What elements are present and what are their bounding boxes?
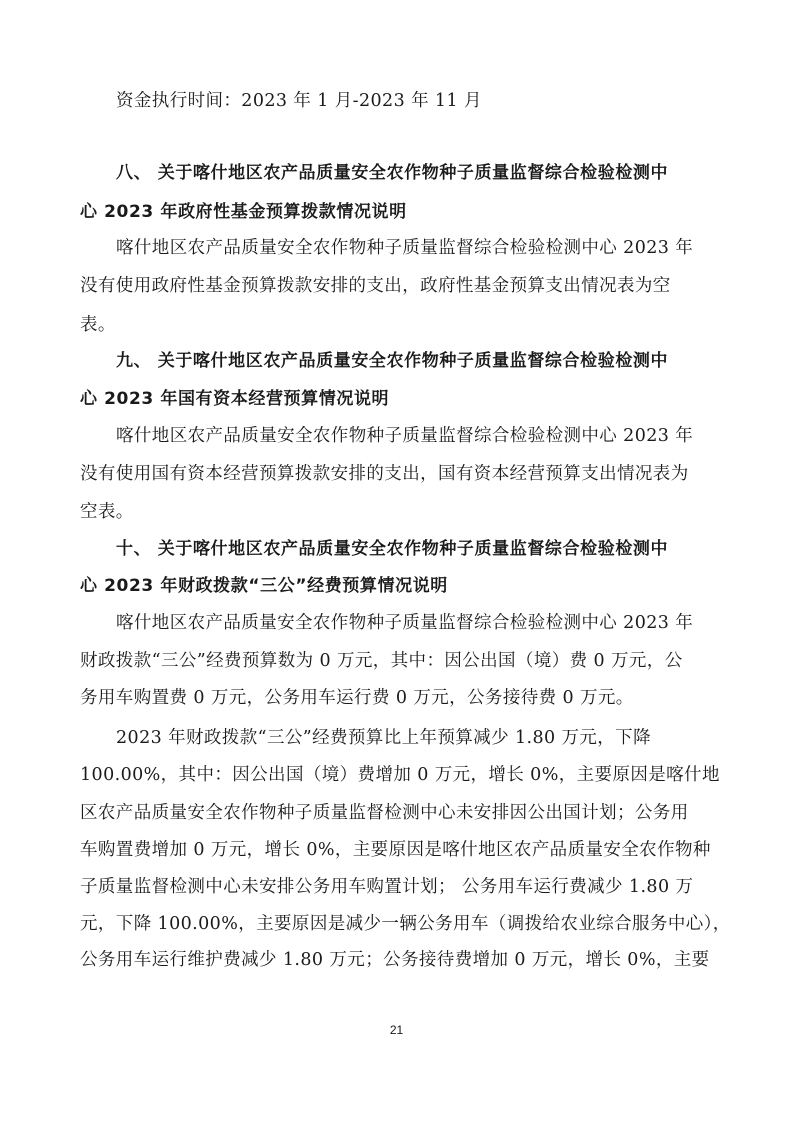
section-9-paragraph-line: 喀什地区农产品质量安全农作物种子质量监督综合检验检测中心 2023 年 [116, 426, 694, 446]
section-10-paragraph-1-line: 务用车购置费 0 万元，公务用车运行费 0 万元，公务接待费 0 万元。 [80, 688, 634, 708]
section-10-heading-line-1: 十、 关于喀什地区农产品质量安全农作物种子质量监督综合检验检测中 [116, 539, 669, 559]
section-10-paragraph-2-line: 元，下降 100.00%，主要原因是减少一辆公务用车（调拨给农业综合服务中心）， [80, 914, 731, 934]
section-8-paragraph-line: 表。 [80, 315, 116, 335]
section-10-paragraph-2-line: 子质量监督检测中心未安排公务用车购置计划； 公务用车运行费减少 1.80 万 [80, 877, 694, 897]
section-10-paragraph-1-line: 财政拨款“三公”经费预算数为 0 万元，其中：因公出国（境）费 0 万元，公 [80, 651, 683, 671]
section-10-paragraph-2-line: 区农产品质量安全农作物种子质量监督检测中心未安排因公出国计划；公务用 [80, 803, 689, 823]
section-10-heading-line-2: 心 2023 年财政拨款“三公”经费预算情况说明 [80, 576, 448, 596]
section-9-paragraph-line: 空表。 [80, 502, 134, 522]
page-number: 21 [389, 1023, 404, 1037]
section-10-paragraph-2-line: 车购置费增加 0 万元，增长 0%，主要原因是喀什地区农产品质量安全农作物种 [80, 840, 711, 860]
section-10-paragraph-2-line: 公务用车运行维护费减少 1.80 万元；公务接待费增加 0 万元，增长 0%，主要 [80, 950, 710, 970]
section-9-paragraph-line: 没有使用国有资本经营预算拨款安排的支出，国有资本经营预算支出情况表为 [80, 464, 689, 484]
section-10-paragraph-1-line: 喀什地区农产品质量安全农作物种子质量监督综合检验检测中心 2023 年 [116, 613, 694, 633]
section-8-heading-line-1: 八、 关于喀什地区农产品质量安全农作物种子质量监督综合检验检测中 [116, 163, 669, 183]
section-10-paragraph-2-line: 100.00%，其中：因公出国（境）费增加 0 万元，增长 0%，主要原因是喀什地 [80, 765, 720, 785]
section-8-paragraph-line: 喀什地区农产品质量安全农作物种子质量监督综合检验检测中心 2023 年 [116, 238, 694, 258]
section-10-paragraph-2-line: 2023 年财政拨款“三公”经费预算比上年预算减少 1.80 万元，下降 [116, 728, 651, 748]
exec-time-text: 资金执行时间：2023 年 1 月-2023 年 11 月 [116, 91, 482, 111]
section-9-heading-line-1: 九、 关于喀什地区农产品质量安全农作物种子质量监督综合检验检测中 [116, 351, 669, 371]
section-8-paragraph-line: 没有使用政府性基金预算拨款安排的支出，政府性基金预算支出情况表为空 [80, 276, 671, 296]
section-9-heading-line-2: 心 2023 年国有资本经营预算情况说明 [80, 389, 390, 409]
section-8-heading-line-2: 心 2023 年政府性基金预算拨款情况说明 [80, 202, 407, 222]
